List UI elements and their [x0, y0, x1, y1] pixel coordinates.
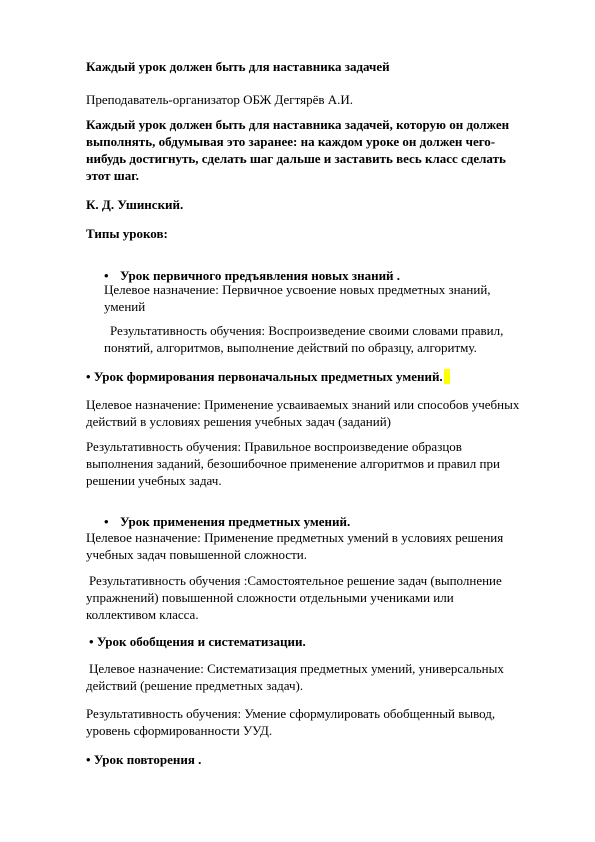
- bullet-icon: •: [104, 514, 109, 529]
- lesson-4-goal: Целевое назначение: Систематизация предметных умений, универсальных действий (решение предметных задач).: [86, 661, 504, 693]
- author-line: Преподаватель-организатор ОБЖ Дегтярёв А.И.: [86, 92, 354, 107]
- lesson-4-result: Результативность обучения: Умение сформулировать обобщенный вывод, уровень сформированности УУД.: [86, 706, 496, 738]
- epigraph-author: К. Д. Ушинский.: [86, 197, 184, 212]
- text-highlight-mark: [444, 369, 450, 384]
- lesson-2-name: Урок формирования первоначальных предметных умений.: [93, 369, 443, 384]
- bullet-icon: •: [86, 752, 91, 767]
- lesson-1-result: Результативность обучения: Воспроизведение своими словами правил, понятий, алгоритмов, выполнение действий по образцу, алгоритму.: [104, 323, 504, 355]
- lesson-2-result: Результативность обучения: Правильное воспроизведение образцов выполнения заданий, безошибочное применение алгоритмов и правил при решении учебных задач.: [86, 439, 500, 488]
- lesson-4-name: Урок обобщения и систематизации.: [96, 634, 306, 649]
- lesson-3-name: Урок применения предметных умений.: [120, 514, 351, 529]
- bullet-icon: •: [104, 268, 109, 283]
- epigraph-quote: Каждый урок должен быть для наставника задачей, которую он должен выполнять, обдумывая это заранее: на каждом уроке он должен чего-нибудь достигнуть, сделать шаг дальше и заставить весь класс сделать этот шаг.: [86, 117, 510, 183]
- lesson-2-title: [86, 368, 526, 385]
- lesson-1-goal: Целевое назначение: Первичное усвоение новых предметных знаний, умений: [104, 282, 491, 314]
- lesson-5-name: Урок повторения .: [93, 752, 202, 767]
- bullet-icon: •: [86, 369, 91, 384]
- lesson-4-title: [89, 633, 529, 650]
- lesson-types-heading: Типы уроков:: [86, 226, 168, 241]
- lesson-3-result: Результативность обучения :Самостоятельное решение задач (выполнение упражнений) повышенной сложности отдельными учениками или коллективом класса.: [86, 573, 502, 622]
- lesson-3-title: [104, 513, 350, 530]
- bullet-icon: •: [89, 634, 94, 649]
- lesson-5-title: [86, 751, 526, 768]
- lesson-3-goal: Целевое назначение: Применение предметных умений в условиях решения учебных задач повышенной сложности.: [86, 530, 504, 562]
- document-title: Каждый урок должен быть для наставника задачей: [86, 59, 390, 74]
- lesson-1-name: Урок первичного предъявления новых знаний .: [120, 268, 401, 283]
- lesson-2-goal: Целевое назначение: Применение усваиваемых знаний или способов учебных действий в условиях решения учебных задач (заданий): [86, 397, 520, 429]
